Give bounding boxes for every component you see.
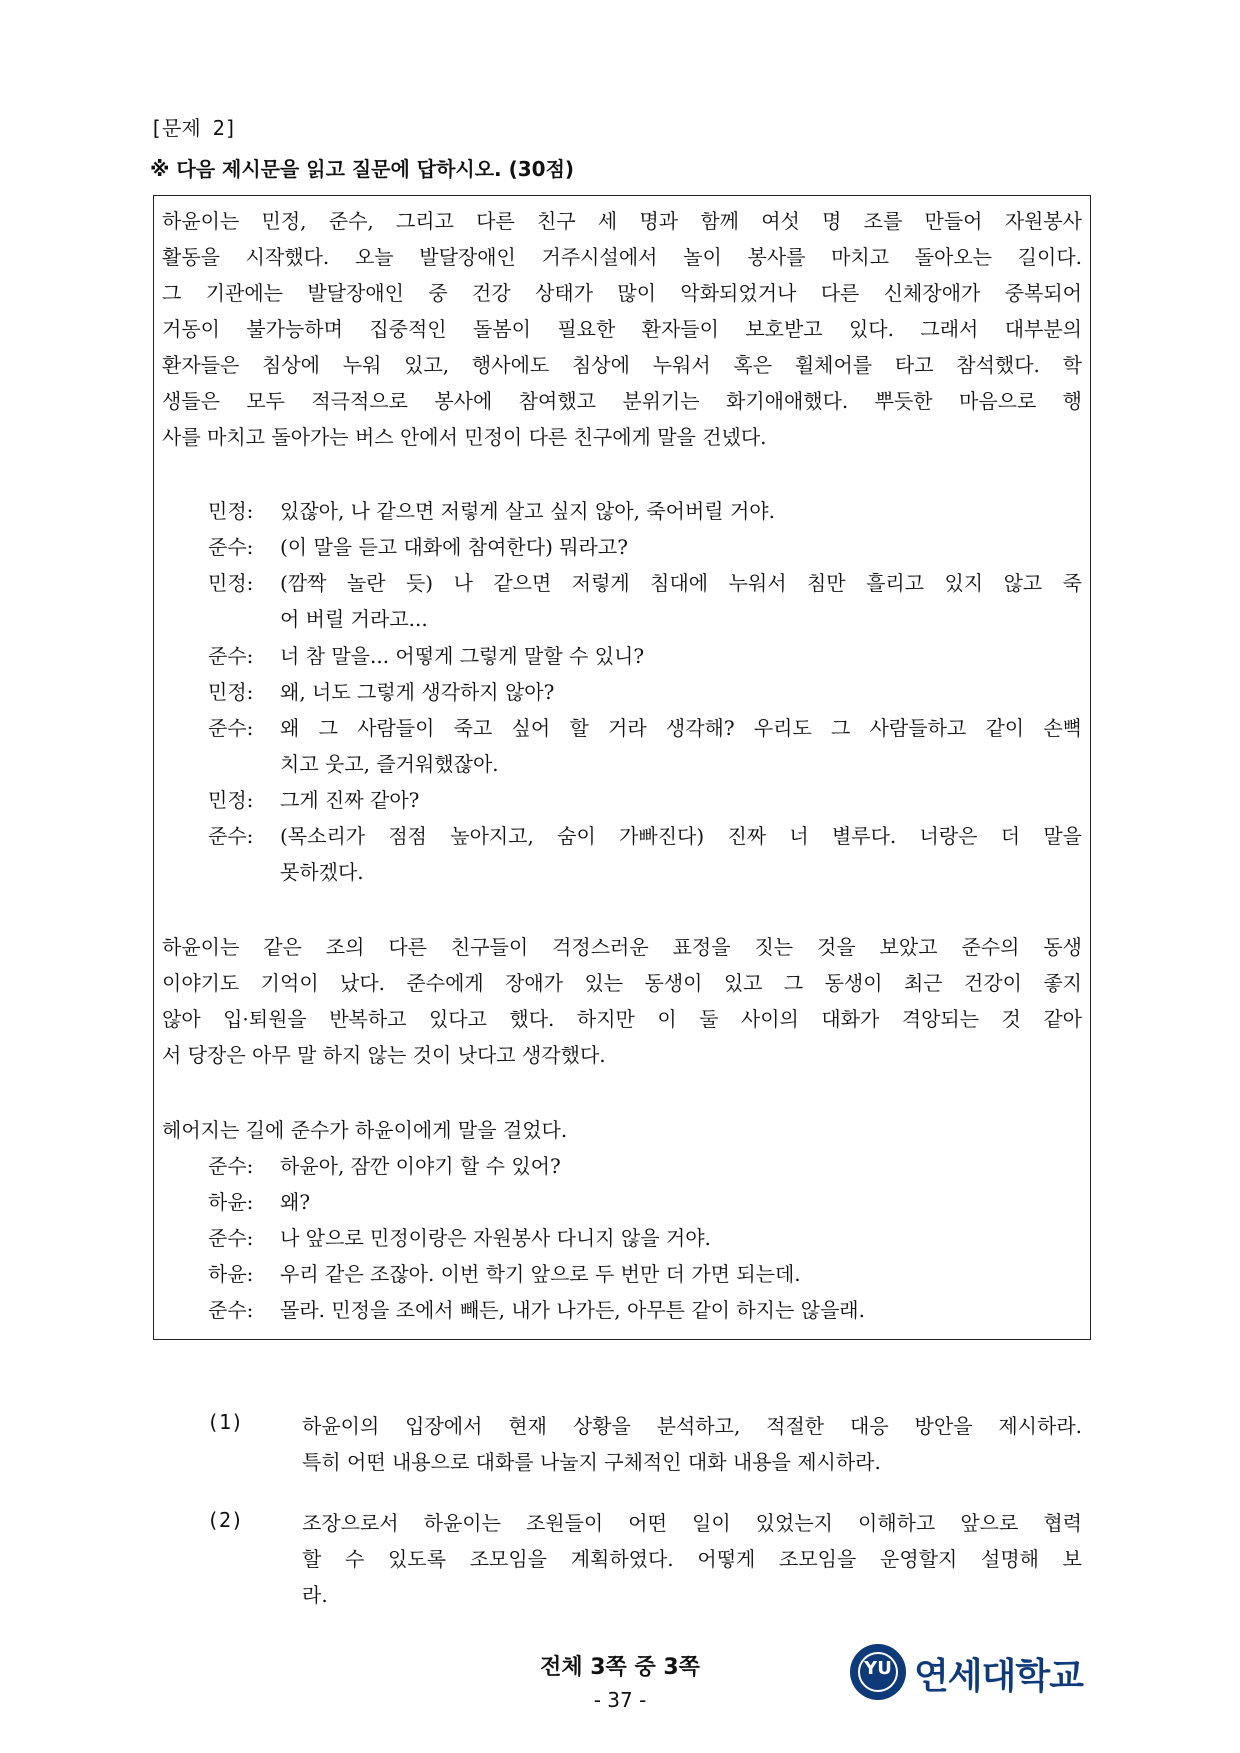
dialogue-speaker: 민정: [208,788,254,812]
passage-line: 거동이 불가능하며 집중적인 돌봄이 필요한 환자들이 보호받고 있다. 그래서 대부분의 [162,317,1082,341]
university-name: 연세대학교 [914,1656,1083,1697]
passage-line: 생들은 모두 적극적으로 봉사에 참여했고 분위기는 화기애애했다. 뿌듯한 마음으로 행 [162,389,1082,413]
question-line: 하윤이의 입장에서 현재 상황을 분석하고, 적절한 대응 방안을 제시하라. [302,1414,1082,1438]
dialogue-line: 하윤아, 잠깐 이야기 할 수 있어? [280,1154,561,1178]
dialogue-speaker: 준수: [208,1154,254,1178]
dialogue-line: (이 말을 듣고 대화에 참여한다) 뭐라고? [280,535,628,559]
dialogue-line: 너 참 말을... 어떻게 그렇게 말할 수 있니? [280,644,645,668]
dialogue-line: 우리 같은 조잖아. 이번 학기 앞으로 두 번만 더 가면 되는데. [280,1262,801,1286]
passage-line: 활동을 시작했다. 오늘 발달장애인 거주시설에서 놀이 봉사를 마치고 돌아오는 길이다. [162,245,1082,269]
problem-title: [문제 2] [150,116,237,140]
passage-line: 사를 마치고 돌아가는 버스 안에서 민정이 다른 친구에게 말을 건넸다. [162,425,767,449]
dialogue-speaker: 민정: [208,499,254,523]
page-info: 전체 3쪽 중 3쪽 [540,1655,700,1680]
passage-line: 환자들은 침상에 누워 있고, 행사에도 침상에 누워서 혹은 휠체어를 타고 참석했다. 학 [162,353,1082,377]
dialogue-line: 몰라. 민정을 조에서 빼든, 내가 나가든, 아무튼 같이 하지는 않을래. [280,1298,865,1322]
university-logo [850,1642,1090,1702]
dialogue-speaker: 준수: [208,716,254,740]
dialogue-line: (깜짝 놀란 듯) 나 같으면 저렇게 침대에 누워서 침만 흘리고 있지 않고 죽 [280,571,1082,595]
dialogue-line: 왜? [280,1190,311,1214]
question-number: (1) [207,1410,244,1434]
dialogue-speaker: 준수: [208,644,254,668]
passage-line: 않아 입·퇴원을 반복하고 있다고 했다. 하지만 이 둘 사이의 대화가 격앙되는 것 같아 [162,1007,1082,1031]
passage-line: 그 기관에는 발달장애인 중 건강 상태가 많이 악화되었거나 다른 신체장애가 중복되어 [162,281,1082,305]
dialogue-continuation: 치고 웃고, 즐거워했잖아. [280,752,499,776]
passage-line: 서 당장은 아무 말 하지 않는 것이 낫다고 생각했다. [162,1043,606,1067]
page-number: - 37 - [593,1688,647,1712]
dialogue-speaker: 하윤: [208,1262,254,1286]
dialogue-line: 나 앞으로 민정이랑은 자원봉사 다니지 않을 거야. [280,1226,711,1250]
dialogue-line: 있잖아, 나 같으면 저렇게 살고 싶지 않아, 죽어버릴 거야. [280,499,775,523]
question-number: (2) [207,1508,244,1532]
dialogue-continuation: 어 버릴 거라고... [280,607,428,631]
dialogue-speaker: 준수: [208,1226,254,1250]
question-line: 할 수 있도록 조모임을 계획하였다. 어떻게 조모임을 운영할지 설명해 보 [302,1547,1082,1571]
dialogue-line: (목소리가 점점 높아지고, 숨이 가빠진다) 진짜 너 별루다. 너랑은 더 말을 [280,824,1082,848]
question-line: 특히 어떤 내용으로 대화를 나눌지 구체적인 대화 내용을 제시하라. [302,1450,881,1474]
dialogue-speaker: 준수: [208,824,254,848]
passage-line: 헤어지는 길에 준수가 하윤이에게 말을 걸었다. [162,1118,568,1142]
dialogue-line: 그게 진짜 같아? [280,788,420,812]
dialogue-speaker: 하윤: [208,1190,254,1214]
dialogue-line: 왜 그 사람들이 죽고 싶어 할 거라 생각해? 우리도 그 사람들하고 같이 손뼉 [280,716,1082,740]
dialogue-continuation: 못하겠다. [280,860,364,884]
passage-line: 이야기도 기억이 났다. 준수에게 장애가 있는 동생이 있고 그 동생이 최근 건강이 좋지 [162,971,1082,995]
dialogue-speaker: 민정: [208,571,254,595]
dialogue-speaker: 준수: [208,1298,254,1322]
question-line: 조장으로서 하윤이는 조원들이 어떤 일이 있었는지 이해하고 앞으로 협력 [302,1511,1082,1535]
question-line: 라. [302,1583,328,1607]
university-seal-icon [850,1644,906,1700]
passage-line: 하윤이는 민정, 준수, 그리고 다른 친구 세 명과 함께 여섯 명 조를 만들어 자원봉사 [162,209,1082,233]
passage-line: 하윤이는 같은 조의 다른 친구들이 걱정스러운 표정을 짓는 것을 보았고 준수의 동생 [162,935,1082,959]
dialogue-line: 왜, 너도 그렇게 생각하지 않아? [280,680,555,704]
dialogue-speaker: 준수: [208,535,254,559]
dialogue-speaker: 민정: [208,680,254,704]
seal-text: YU [864,1658,892,1679]
instruction-text: ※ 다음 제시문을 읽고 질문에 답하시오. (30점) [150,157,575,181]
